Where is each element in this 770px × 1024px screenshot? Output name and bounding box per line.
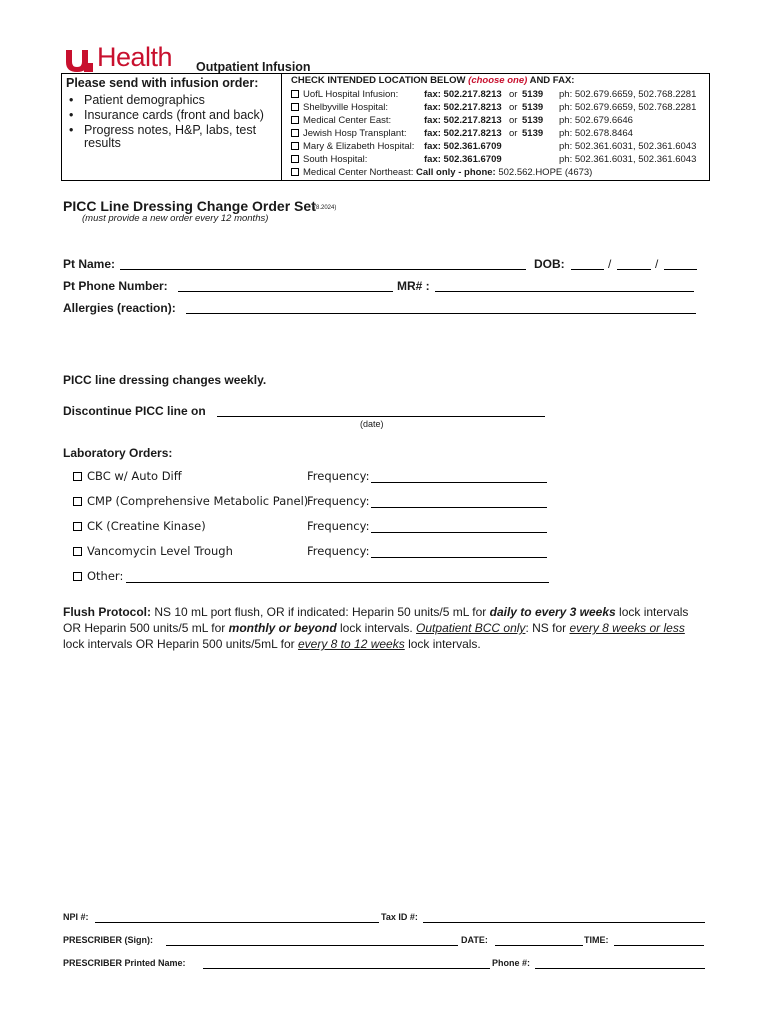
dob-year-field[interactable] xyxy=(664,269,697,270)
checkbox[interactable] xyxy=(291,103,299,111)
checkbox[interactable] xyxy=(73,547,82,556)
location-row[interactable]: Medical Center Northeast: Call only - phone: 502.562.HOPE (4673) xyxy=(291,166,706,179)
dob-label: DOB: xyxy=(534,257,565,271)
checkbox[interactable] xyxy=(291,168,299,176)
flush-protocol: Flush Protocol: NS 10 mL port flush, OR if indicated: Heparin 50 units/5 mL for daily to every 3 weeks lock intervals OR Heparin 500 units/5 mL for monthly or beyond lock intervals. Outpatient BCC only: NS for every 8 weeks or less lock intervals OR Heparin 500 units/5mL for every 8 to 12 weeks lock intervals. xyxy=(63,605,689,651)
dob-month-field[interactable] xyxy=(571,269,604,270)
location-row[interactable]: Medical Center East: fax: 502.217.8213 or 5139 ph: 502.679.6646 xyxy=(291,114,706,127)
phone-field[interactable] xyxy=(535,968,705,969)
pt-phone-label: Pt Phone Number: xyxy=(63,279,168,293)
prescriber-printed-name-field[interactable] xyxy=(203,968,490,969)
logo-text: Health xyxy=(97,42,173,72)
prescriber-sign-label: PRESCRIBER (Sign): xyxy=(63,935,153,945)
lab-item-vancomycin[interactable]: Vancomycin Level Trough xyxy=(73,544,233,558)
npi-field[interactable] xyxy=(95,922,379,923)
checkbox[interactable] xyxy=(73,472,82,481)
prescriber-printed-name-label: PRESCRIBER Printed Name: xyxy=(63,958,186,968)
location-row[interactable]: Mary & Elizabeth Hospital: fax: 502.361.6709 ph: 502.361.6031, 502.361.6043 xyxy=(291,140,706,153)
checkbox[interactable] xyxy=(291,142,299,150)
date-field[interactable] xyxy=(495,945,583,946)
lab-item-ck[interactable]: CK (Creatine Kinase) xyxy=(73,519,206,533)
dob-separator: / xyxy=(655,257,659,271)
lab-orders-title: Laboratory Orders: xyxy=(63,446,173,460)
checkbox[interactable] xyxy=(73,572,82,581)
mr-label: MR# : xyxy=(397,279,430,293)
send-requirements-title: Please send with infusion order: xyxy=(66,76,259,90)
pt-name-label: Pt Name: xyxy=(63,257,116,271)
send-requirements-list xyxy=(66,93,264,138)
page-header-title: Outpatient Infusion xyxy=(196,60,311,74)
location-row[interactable]: Jewish Hosp Transplant: fax: 502.217.8213 or 5139 ph: 502.678.8464 xyxy=(291,127,706,140)
pt-phone-field[interactable] xyxy=(178,291,393,292)
location-heading: CHECK INTENDED LOCATION BELOW (choose one) AND FAX: xyxy=(291,75,575,86)
frequency-field[interactable] xyxy=(371,532,547,533)
list-item: • Patient demographics xyxy=(66,93,264,108)
phone-label: Phone #: xyxy=(492,958,531,968)
lab-item-cbc[interactable]: CBC w/ Auto Diff xyxy=(73,469,182,483)
frequency-label: Frequency: xyxy=(307,494,370,508)
checkbox[interactable] xyxy=(73,522,82,531)
frequency-field[interactable] xyxy=(371,482,547,483)
list-item: • Insurance cards (front and back) xyxy=(66,108,264,123)
dob-day-field[interactable] xyxy=(617,269,651,270)
lab-item-other[interactable]: Other: xyxy=(73,569,123,583)
location-list xyxy=(291,88,706,179)
date-label: DATE: xyxy=(461,935,488,945)
mr-field[interactable] xyxy=(435,291,694,292)
time-field[interactable] xyxy=(614,945,704,946)
location-row[interactable]: Shelbyville Hospital: fax: 502.217.8213 or 5139 ph: 502.679.6659, 502.768.2281 xyxy=(291,101,706,114)
npi-label: NPI #: xyxy=(63,912,89,922)
checkbox[interactable] xyxy=(291,116,299,124)
frequency-field[interactable] xyxy=(371,557,547,558)
allergies-field[interactable] xyxy=(186,313,696,314)
list-item: • Progress notes, H&P, labs, test xyxy=(66,123,264,138)
location-row[interactable]: South Hospital: fax: 502.361.6709 ph: 502.361.6031, 502.361.6043 xyxy=(291,153,706,166)
dob-separator: / xyxy=(608,257,612,271)
checkbox[interactable] xyxy=(291,155,299,163)
frequency-field[interactable] xyxy=(371,507,547,508)
date-caption: (date) xyxy=(360,419,384,429)
frequency-label: Frequency: xyxy=(307,519,370,533)
tax-id-label: Tax ID #: xyxy=(381,912,418,922)
checkbox[interactable] xyxy=(73,497,82,506)
order-set-subtitle: (must provide a new order every 12 months) xyxy=(82,213,269,224)
discontinue-date-field[interactable] xyxy=(217,416,545,417)
location-row[interactable]: UofL Hospital Infusion: fax: 502.217.8213 or 5139 ph: 502.679.6659, 502.768.2281 xyxy=(291,88,706,101)
checkbox[interactable] xyxy=(291,129,299,137)
other-field[interactable] xyxy=(126,582,549,583)
order-set-title: PICC Line Dressing Change Order Set xyxy=(63,198,316,214)
tax-id-field[interactable] xyxy=(423,922,705,923)
discontinue-label: Discontinue PICC line on xyxy=(63,404,206,418)
pt-name-field[interactable] xyxy=(120,269,526,270)
checkbox[interactable] xyxy=(291,90,299,98)
order-set-date: (8.2024) xyxy=(314,205,337,211)
weekly-instruction: PICC line dressing changes weekly. xyxy=(63,373,267,387)
time-label: TIME: xyxy=(584,935,609,945)
lab-item-cmp[interactable]: CMP (Comprehensive Metabolic Panel) xyxy=(73,494,308,508)
frequency-label: Frequency: xyxy=(307,469,370,483)
ul-logo-icon xyxy=(64,47,94,73)
list-item-continuation: results xyxy=(84,136,121,150)
prescriber-sign-field[interactable] xyxy=(166,945,458,946)
allergies-label: Allergies (reaction): xyxy=(63,301,176,315)
frequency-label: Frequency: xyxy=(307,544,370,558)
